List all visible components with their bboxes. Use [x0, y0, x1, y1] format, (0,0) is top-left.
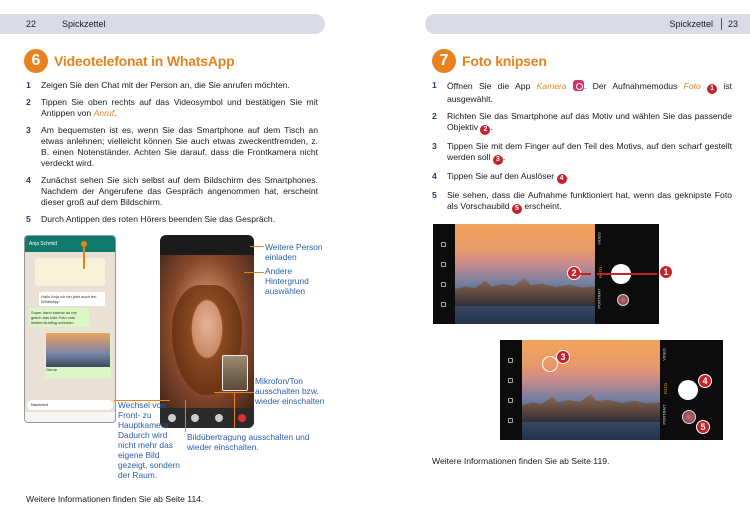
callout-marker: 2 — [480, 125, 490, 135]
viewfinder-scene — [455, 278, 595, 306]
ratio-icon[interactable] — [441, 302, 446, 307]
annotation-mic: Mikrofon/Ton ausschalten bzw. wieder einschalten — [255, 376, 325, 406]
flash-icon[interactable] — [508, 378, 513, 383]
section-title: Videotelefonat in WhatsApp — [54, 53, 235, 69]
step-number: 5 — [26, 214, 31, 224]
running-title: Spickzettel — [62, 19, 106, 29]
viewfinder-scene — [522, 394, 660, 422]
camera-right-controls — [660, 340, 723, 440]
callout-marker: 5 — [512, 204, 522, 214]
callout-5: 5 — [696, 420, 710, 434]
camera-left-toolbar — [433, 224, 455, 324]
page-header — [0, 14, 325, 34]
step-number: 1 — [432, 80, 437, 90]
whatsapp-chat-screenshot — [24, 235, 116, 423]
step-number: 1 — [26, 80, 31, 90]
mode-video[interactable]: VIDEO — [661, 348, 667, 361]
ratio-icon[interactable] — [508, 418, 513, 423]
callout-marker: 3 — [493, 155, 503, 165]
preview-thumbnail[interactable] — [617, 294, 629, 306]
pointer-dot — [81, 241, 87, 247]
section-title: Foto knipsen — [462, 53, 547, 69]
annotation-video-toggle: Bildübertragung ausschalten und wieder einschalten. — [187, 432, 310, 452]
header-divider — [721, 18, 722, 30]
running-title: Spickzettel — [669, 19, 713, 29]
callout-marker: 4 — [557, 174, 567, 184]
step-text: Tippen Sie oben rechts auf das Videosymbol und bestätigen Sie mit Antippen von Anruf. — [41, 97, 318, 118]
step-number: 3 — [26, 125, 31, 135]
pointer-line — [250, 246, 264, 247]
step-list — [432, 80, 732, 220]
step-item — [26, 175, 318, 208]
timer-icon[interactable] — [508, 398, 513, 403]
mode-portrait[interactable]: PORTRAIT — [596, 288, 602, 309]
annotation-background: Andere Hintergrund auswählen — [265, 266, 309, 296]
step-text: Tippen Sie auf den Auslöser 4 . — [447, 171, 569, 182]
annotation-invite: Weitere Person einladen — [265, 242, 323, 262]
step-text: Durch Antippen des roten Hörers beenden Sie das Gespräch. — [41, 214, 276, 224]
step-number: 3 — [432, 141, 437, 151]
mode-video[interactable]: VIDEO — [596, 232, 602, 245]
end-call-icon[interactable] — [238, 414, 246, 422]
camera-app-icon — [573, 80, 584, 91]
chat-header — [25, 236, 115, 252]
section-heading — [432, 49, 547, 73]
camera-screenshot-2 — [500, 340, 723, 440]
step-text: Öffnen Sie die App Kamera . Der Aufnahmemodus Foto 1 ist ausgewählt. — [447, 81, 733, 104]
page-number: 23 — [727, 19, 738, 29]
shutter-button[interactable] — [678, 380, 698, 400]
annotation-switch-camera: Wechsel von Front- zu Hauptkamera: Dadurch wird nicht mehr das eigene Bild gezeigt, sondern der Raum. — [118, 400, 180, 480]
step-text: Sie sehen, dass die Aufnahme funktioniert hat, wenn das geknipste Foto als Vorschaubild 5 erscheint. — [447, 190, 732, 212]
flash-icon[interactable] — [441, 262, 446, 267]
step-item — [26, 214, 318, 225]
accent-term: Foto — [683, 81, 701, 91]
photo-caption: Gerne — [46, 367, 58, 372]
pointer-line — [185, 400, 186, 432]
preview-thumbnail[interactable] — [682, 410, 696, 424]
step-number: 2 — [432, 111, 437, 121]
step-item — [26, 125, 318, 169]
mode-portrait[interactable]: PORTRAIT — [661, 404, 667, 425]
chat-message: Hallo Anja ich bin jetzt auch bei WhatsApp — [39, 292, 105, 306]
mode-foto[interactable]: FOTO — [663, 382, 669, 395]
section-heading — [24, 49, 234, 73]
pointer-line — [234, 392, 235, 428]
input-placeholder: Nachricht — [31, 402, 48, 407]
pointer-line — [214, 392, 254, 393]
photo-thumbnail — [46, 333, 110, 367]
step-item — [432, 171, 732, 184]
system-notice — [35, 258, 105, 286]
callout-4: 4 — [698, 374, 712, 388]
photo-message — [45, 332, 111, 378]
footer-reference: Weitere Informationen finden Sie ab Seite 114. — [26, 494, 204, 504]
step-number: 4 — [432, 171, 437, 181]
step-number: 4 — [26, 175, 31, 185]
viewfinder[interactable] — [522, 340, 660, 440]
step-item — [432, 111, 732, 135]
settings-icon[interactable] — [441, 242, 446, 247]
callout-1: 1 — [659, 265, 673, 279]
nav-bar — [25, 412, 115, 422]
self-view-pip — [222, 355, 248, 391]
accent-term: Kamera — [536, 81, 567, 91]
step-text: Zunächst sehen Sie sich selbst auf dem Bildschirm des Smartphones. Nachdem der Angerufene das Gespräch angenommen hat, erscheint dieser groß auf dem Bildschirm. — [41, 175, 318, 207]
step-text: Tippen Sie mit dem Finger auf den Teil des Motivs, auf den scharf gestellt werden soll 3 . — [447, 141, 732, 163]
message-input[interactable] — [27, 400, 113, 410]
callout-line — [579, 273, 591, 275]
video-off-icon[interactable] — [191, 414, 199, 422]
pointer-line — [244, 272, 264, 273]
camera-left-toolbar — [500, 340, 522, 440]
step-item — [432, 141, 732, 165]
step-text: Richten Sie das Smartphone auf das Motiv und wählen Sie das passende Objektiv 2 . — [447, 111, 732, 133]
step-item — [432, 80, 732, 105]
accent-term: Anruf — [93, 108, 115, 118]
step-text: Am bequemsten ist es, wenn Sie das Smartphone auf dem Tisch an etwas anlehnen; vielleicht können Sie auch etwas zweckentfremden, z. B. einen Notenständer. Achten Sie darauf, dass die Frontkamera nicht verdeckt wird. — [41, 125, 318, 168]
step-item — [432, 190, 732, 214]
step-item — [26, 80, 318, 91]
callout-line — [597, 273, 657, 275]
settings-icon[interactable] — [508, 358, 513, 363]
step-list — [26, 80, 318, 231]
step-number: 2 — [26, 97, 31, 107]
chat-message: Super dann kannst du mir gleich das tolle Foto vom letzten Ausflug schicken — [29, 308, 89, 327]
right-page — [375, 0, 750, 532]
callout-2: 2 — [567, 266, 581, 280]
timer-icon[interactable] — [441, 282, 446, 287]
step-text: Zeigen Sie den Chat mit der Person an, die Sie anrufen möchten. — [41, 80, 290, 90]
step-number: 5 — [432, 190, 437, 200]
callout-marker: 1 — [707, 84, 717, 94]
page-header — [425, 14, 750, 34]
page-number: 22 — [26, 19, 37, 29]
section-number: 7 — [432, 49, 456, 73]
mic-icon[interactable] — [215, 414, 223, 422]
contact-name: Anja Schmid — [29, 241, 58, 247]
callout-3: 3 — [556, 350, 570, 364]
section-number: 6 — [24, 49, 48, 73]
pointer-line — [83, 245, 85, 269]
step-item — [26, 97, 318, 119]
footer-reference: Weitere Informationen finden Sie ab Seite 119. — [432, 456, 610, 466]
